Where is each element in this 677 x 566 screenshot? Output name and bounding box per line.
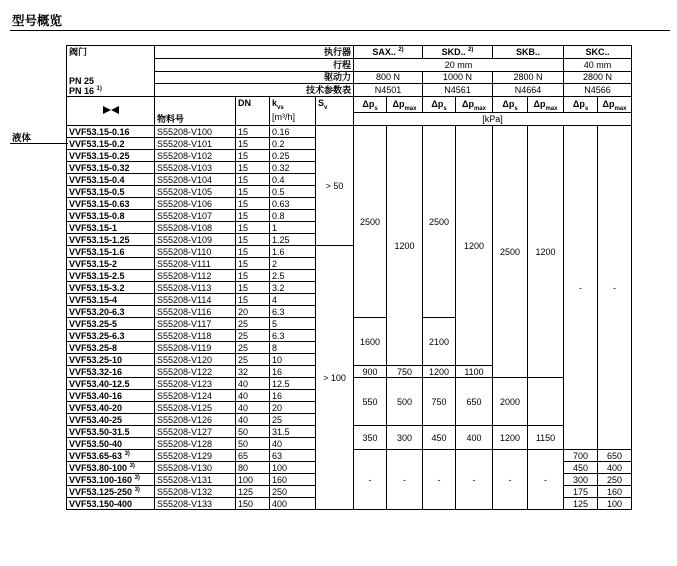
skb-dps-header: $\Delta p_s$ — [493, 97, 528, 113]
valve-type-footnote: 3) — [134, 486, 140, 493]
dn-cell: 15 — [236, 270, 270, 282]
kvs-cell: 40 — [270, 438, 316, 450]
valve-type: VVF53.15-0.4 — [69, 174, 125, 185]
kvs-cell: 0.16 — [270, 126, 316, 138]
skb-dpmax-dash-large: - — [528, 450, 564, 510]
kvs-cell: 160 — [270, 474, 316, 486]
material-no-cell: S55208-V108 — [155, 222, 236, 234]
material-no-cell: S55208-V116 — [155, 306, 236, 318]
kvs-cell: 8 — [270, 342, 316, 354]
dn-cell: 15 — [236, 138, 270, 150]
material-no-cell: S55208-V112 — [155, 270, 236, 282]
dn-cell: 150 — [236, 498, 270, 510]
material-no-cell: S55208-V109 — [155, 234, 236, 246]
skd-dps-cell-dn32: 1200 — [423, 366, 456, 378]
table-body — [67, 46, 632, 510]
force-skb: 2800 N — [493, 71, 564, 84]
valve-type: VVF53.15-1.6 — [69, 246, 125, 257]
valve-type-cell — [67, 210, 155, 222]
valve-type-cell — [67, 486, 155, 498]
material-no-cell: S55208-V123 — [155, 378, 236, 390]
skd-dps-cell-dn50: 450 — [423, 426, 456, 450]
valve-type: VVF53.125-250 — [69, 486, 133, 497]
material-no-header: 物料号 — [155, 97, 236, 126]
material-no-cell: S55208-V131 — [155, 474, 236, 486]
kvs-cell: 2.5 — [270, 270, 316, 282]
actuator-skd — [423, 46, 493, 59]
valve-type-cell — [67, 342, 155, 354]
title-divider — [10, 30, 670, 31]
skc-dps-cell: 700 — [564, 450, 598, 462]
sv-cell-gt50: > 50 — [316, 126, 354, 246]
valve-type-cell — [67, 270, 155, 282]
valve-type-cell — [67, 234, 155, 246]
skc-dps-cell: 175 — [564, 486, 598, 498]
valve-type-cell — [67, 222, 155, 234]
valve-type-cell — [67, 246, 155, 258]
material-no-cell: S55208-V125 — [155, 402, 236, 414]
valve-label: 阀门 — [69, 47, 88, 57]
material-no-cell: S55208-V103 — [155, 162, 236, 174]
sv-cell-gt100: > 100 — [316, 246, 354, 510]
skd-dpmax-cell-dn50: 400 — [456, 426, 493, 450]
valve-type-cell — [67, 150, 155, 162]
dn-cell: 50 — [236, 426, 270, 438]
kvs-cell: 16 — [270, 366, 316, 378]
actuator-skb-name: SKB.. — [515, 46, 540, 57]
datasheet-row-label: 技术参数表 — [155, 84, 354, 97]
dn-cell: 15 — [236, 174, 270, 186]
kvs-cell: 6.3 — [270, 306, 316, 318]
kvs-cell: 100 — [270, 462, 316, 474]
valve-type: VVF53.15-1 — [69, 222, 118, 233]
valve-type: VVF53.50-40 — [69, 438, 123, 449]
valve-type-cell — [67, 318, 155, 330]
sax-dps-dash-large: - — [354, 450, 387, 510]
valve-type-cell — [67, 498, 155, 510]
material-no-cell: S55208-V110 — [155, 246, 236, 258]
kvs-cell: 400 — [270, 498, 316, 510]
material-no-cell: S55208-V111 — [155, 258, 236, 270]
valve-type-cell — [67, 354, 155, 366]
valve-type-cell — [67, 426, 155, 438]
page-title: 型号概览 — [12, 14, 63, 28]
valve-type: VVF53.15-1.25 — [69, 234, 130, 245]
dn-cell: 20 — [236, 306, 270, 318]
skc-dpmax-cell: 650 — [598, 450, 632, 462]
dn-cell: 15 — [236, 258, 270, 270]
material-no-cell: S55208-V127 — [155, 426, 236, 438]
skd-dps-dash-large: - — [423, 450, 456, 510]
dn-cell: 25 — [236, 318, 270, 330]
valve-type: VVF53.80-100 — [69, 462, 128, 473]
material-no-cell: S55208-V119 — [155, 342, 236, 354]
skd-dps-cell: 2500 — [423, 126, 456, 318]
dn-header: DN — [236, 97, 270, 126]
force-sax: 800 N — [354, 71, 423, 84]
skc-dpmax-header: $\Delta p_{max}$ — [598, 97, 632, 113]
skb-dps-cell-dn50: 1200 — [493, 426, 528, 450]
dn-cell: 15 — [236, 198, 270, 210]
skc-dpmax-cell: 250 — [598, 474, 632, 486]
dn-cell: 15 — [236, 126, 270, 138]
valve-type: VVF53.40-12.5 — [69, 378, 130, 389]
dn-cell: 15 — [236, 210, 270, 222]
kvs-cell: 0.25 — [270, 150, 316, 162]
dn-cell: 125 — [236, 486, 270, 498]
valve-type-cell — [67, 462, 155, 474]
skd-dpmax-cell-dn40: 650 — [456, 378, 493, 426]
model-overview-table-wrapper — [66, 45, 632, 510]
dn-cell: 25 — [236, 330, 270, 342]
skb-dps-cell-dn40: 2000 — [493, 378, 528, 426]
sax-dps-cell-dn25: 1600 — [354, 318, 387, 366]
kvs-cell: 250 — [270, 486, 316, 498]
material-no-cell: S55208-V120 — [155, 354, 236, 366]
actuator-skd-note: 2) — [468, 46, 474, 53]
kvs-cell: 3.2 — [270, 282, 316, 294]
kvs-cell: 0.63 — [270, 198, 316, 210]
kvs-cell: 1 — [270, 222, 316, 234]
valve-type: VVF53.40-20 — [69, 402, 123, 413]
material-no-cell: S55208-V129 — [155, 450, 236, 462]
valve-type: VVF53.40-25 — [69, 414, 123, 425]
model-overview-table — [66, 45, 632, 510]
valve-type: VVF53.15-4 — [69, 294, 118, 305]
skd-dpmax-dash-large: - — [456, 450, 493, 510]
skc-dpmax-dash-cell: - — [598, 126, 632, 450]
valve-type-cell — [67, 174, 155, 186]
skb-dpmax-cell-dn50: 1150 — [528, 426, 564, 450]
material-no-cell: S55208-V100 — [155, 126, 236, 138]
two-way-valve-icon — [103, 106, 119, 114]
dn-cell: 15 — [236, 282, 270, 294]
skc-dpmax-cell: 160 — [598, 486, 632, 498]
valve-type-cell — [67, 366, 155, 378]
skd-dpmax-cell-dn32: 1100 — [456, 366, 493, 378]
dn-cell: 40 — [236, 402, 270, 414]
sax-dpmax-dash-large: - — [387, 450, 423, 510]
dn-cell: 65 — [236, 450, 270, 462]
valve-type: VVF53.25-8 — [69, 342, 118, 353]
table-row — [67, 126, 632, 138]
material-no-cell: S55208-V101 — [155, 138, 236, 150]
sax-dps-cell-dn50: 350 — [354, 426, 387, 450]
valve-type: VVF53.150-400 — [69, 498, 133, 509]
actuator-skc — [564, 46, 632, 59]
dn-cell: 32 — [236, 366, 270, 378]
material-no-cell: S55208-V104 — [155, 174, 236, 186]
valve-type-cell — [67, 474, 155, 486]
actuator-sax — [354, 46, 423, 59]
skd-dpmax-header: $\Delta p_{max}$ — [456, 97, 493, 113]
valve-type-cell — [67, 390, 155, 402]
stroke-row-label: 行程 — [155, 58, 354, 71]
valve-type-cell — [67, 450, 155, 462]
sax-dpmax-cell-dn32: 750 — [387, 366, 423, 378]
material-no-cell: S55208-V114 — [155, 294, 236, 306]
valve-type: VVF53.15-0.25 — [69, 150, 130, 161]
dn-cell: 40 — [236, 378, 270, 390]
kvs-cell: 63 — [270, 450, 316, 462]
pn25-label: PN 25 — [69, 76, 95, 86]
kvs-cell: 10 — [270, 354, 316, 366]
kvs-cell: 0.4 — [270, 174, 316, 186]
valve-type-cell — [67, 330, 155, 342]
valve-type-cell — [67, 282, 155, 294]
valve-type-cell — [67, 306, 155, 318]
kvs-cell: 25 — [270, 414, 316, 426]
pn16-line — [69, 86, 154, 96]
kvs-cell: 1.6 — [270, 246, 316, 258]
dn-cell: 15 — [236, 186, 270, 198]
skd-dps-header: $\Delta p_s$ — [423, 97, 456, 113]
kvs-label: $k_{vs}$ — [272, 98, 284, 111]
skc-dps-cell: 300 — [564, 474, 598, 486]
datasheet-skb: N4664 — [493, 84, 564, 97]
skb-dps-dash-large: - — [493, 450, 528, 510]
dn-cell: 15 — [236, 234, 270, 246]
valve-type-footnote: 3) — [134, 474, 140, 481]
valve-type: VVF53.15-0.5 — [69, 186, 125, 197]
valve-type-cell — [67, 126, 155, 138]
dn-cell: 15 — [236, 294, 270, 306]
actuator-sax-note: 2) — [398, 46, 404, 53]
material-no-cell: S55208-V107 — [155, 210, 236, 222]
header-row-columns-top — [67, 97, 632, 113]
kvs-unit: [m³/h] — [272, 112, 296, 122]
kvs-cell: 0.8 — [270, 210, 316, 222]
dn-cell: 15 — [236, 246, 270, 258]
valve-type: VVF53.50-31.5 — [69, 426, 130, 437]
valve-type-footnote: 3) — [124, 450, 130, 457]
valve-type: VVF53.20-6.3 — [69, 306, 125, 317]
valve-type: VVF53.15-2 — [69, 258, 118, 269]
skb-dpmax-header: $\Delta p_{max}$ — [528, 97, 564, 113]
actuator-skd-name: SKD.. — [441, 46, 466, 57]
skd-dps-cell-dn25: 2100 — [423, 318, 456, 366]
stroke-40mm: 40 mm — [564, 58, 632, 71]
valve-type-cell — [67, 258, 155, 270]
dn-cell: 80 — [236, 462, 270, 474]
kvs-cell: 16 — [270, 390, 316, 402]
kvs-header — [270, 97, 316, 126]
valve-type-cell — [67, 378, 155, 390]
skb-dpmax-cell: 1200 — [528, 126, 564, 378]
actuator-skb — [493, 46, 564, 59]
skb-dps-cell: 2500 — [493, 126, 528, 378]
dn-cell: 25 — [236, 354, 270, 366]
valve-type: VVF53.100-160 — [69, 474, 133, 485]
valve-type-cell — [67, 438, 155, 450]
valve-type: VVF53.15-2.5 — [69, 270, 125, 281]
valve-type-cell — [67, 414, 155, 426]
kpa-unit: [kPa] — [354, 112, 632, 125]
datasheet-sax: N4501 — [354, 84, 423, 97]
kvs-cell: 0.32 — [270, 162, 316, 174]
datasheet-skc: N4566 — [564, 84, 632, 97]
valve-type: VVF53.32-16 — [69, 366, 123, 377]
dn-cell: 40 — [236, 390, 270, 402]
actuator-sax-name: SAX.. — [372, 46, 396, 57]
sax-dps-cell-dn32: 900 — [354, 366, 387, 378]
medium-divider — [10, 143, 68, 144]
kvs-cell: 6.3 — [270, 330, 316, 342]
valve-type: VVF53.25-6.3 — [69, 330, 125, 341]
sax-dps-header: $\Delta p_s$ — [354, 97, 387, 113]
material-no-cell: S55208-V105 — [155, 186, 236, 198]
valve-type-cell — [67, 198, 155, 210]
valve-type-cell — [67, 162, 155, 174]
skc-dps-cell: 125 — [564, 498, 598, 510]
material-no-cell: S55208-V130 — [155, 462, 236, 474]
valve-type: VVF53.40-16 — [69, 390, 123, 401]
valve-type: VVF53.15-0.8 — [69, 210, 125, 221]
actuator-skc-name: SKC.. — [585, 46, 610, 57]
sax-dpmax-cell-dn40: 500 — [387, 378, 423, 426]
valve-type: VVF53.65-63 — [69, 450, 123, 461]
valve-type-cell — [67, 138, 155, 150]
kvs-cell: 4 — [270, 294, 316, 306]
dn-cell: 15 — [236, 162, 270, 174]
datasheet-skd: N4561 — [423, 84, 493, 97]
actuator-row-label: 执行器 — [155, 46, 354, 59]
kvs-cell: 12.5 — [270, 378, 316, 390]
kvs-cell: 0.2 — [270, 138, 316, 150]
material-no-cell: S55208-V102 — [155, 150, 236, 162]
skc-dps-cell: 450 — [564, 462, 598, 474]
force-row-label: 驱动力 — [155, 71, 354, 84]
material-no-cell: S55208-V118 — [155, 330, 236, 342]
sax-dpmax-header: $\Delta p_{max}$ — [387, 97, 423, 113]
material-no-cell: S55208-V124 — [155, 390, 236, 402]
kvs-cell: 2 — [270, 258, 316, 270]
pn16-footnote: 1) — [96, 86, 102, 92]
skc-dps-header: $\Delta p_s$ — [564, 97, 598, 113]
dn-cell: 15 — [236, 222, 270, 234]
dn-cell: 40 — [236, 414, 270, 426]
valve-type-cell — [67, 294, 155, 306]
skc-dpmax-cell: 400 — [598, 462, 632, 474]
material-no-cell: S55208-V106 — [155, 198, 236, 210]
valve-type: VVF53.15-3.2 — [69, 282, 125, 293]
material-no-cell: S55208-V133 — [155, 498, 236, 510]
header-row-actuator — [67, 46, 632, 59]
dn-cell: 50 — [236, 438, 270, 450]
kvs-cell: 0.5 — [270, 186, 316, 198]
sax-dpmax-cell: 1200 — [387, 126, 423, 366]
valve-type-cell — [67, 186, 155, 198]
kvs-cell: 20 — [270, 402, 316, 414]
valve-type: VVF53.15-0.32 — [69, 162, 130, 173]
skd-dpmax-cell: 1200 — [456, 126, 493, 366]
sax-dps-cell: 2500 — [354, 126, 387, 318]
kvs-cell: 5 — [270, 318, 316, 330]
dn-cell: 25 — [236, 342, 270, 354]
sv-header: $S_v$ — [316, 97, 354, 126]
valve-type: VVF53.15-0.16 — [69, 126, 130, 137]
sax-dps-cell-dn40: 550 — [354, 378, 387, 426]
kvs-cell: 31.5 — [270, 426, 316, 438]
material-no-cell: S55208-V122 — [155, 366, 236, 378]
skd-dps-cell-dn40: 750 — [423, 378, 456, 426]
valve-type: VVF53.25-10 — [69, 354, 123, 365]
pn16-label: PN 16 — [69, 86, 95, 96]
valve-type-footnote: 3) — [129, 462, 135, 469]
material-no-cell: S55208-V132 — [155, 486, 236, 498]
force-skc: 2800 N — [564, 71, 632, 84]
material-no-cell: S55208-V128 — [155, 438, 236, 450]
skc-dps-dash-cell: - — [564, 126, 598, 450]
material-no-cell: S55208-V126 — [155, 414, 236, 426]
medium-label-liquid: 液体 — [12, 133, 32, 144]
skc-dpmax-cell: 100 — [598, 498, 632, 510]
valve-type: VVF53.15-0.2 — [69, 138, 125, 149]
material-no-cell: S55208-V113 — [155, 282, 236, 294]
valve-type: VVF53.15-0.63 — [69, 198, 130, 209]
material-no-cell: S55208-V117 — [155, 318, 236, 330]
kvs-cell: 1.25 — [270, 234, 316, 246]
valve-header-cell — [67, 46, 155, 97]
force-skd: 1000 N — [423, 71, 493, 84]
sax-dpmax-cell-dn50: 300 — [387, 426, 423, 450]
dn-cell: 100 — [236, 474, 270, 486]
stroke-20mm: 20 mm — [354, 58, 564, 71]
valve-symbol-cell — [67, 97, 155, 126]
valve-type: VVF53.25-5 — [69, 318, 118, 329]
dn-cell: 15 — [236, 150, 270, 162]
valve-type-cell — [67, 402, 155, 414]
